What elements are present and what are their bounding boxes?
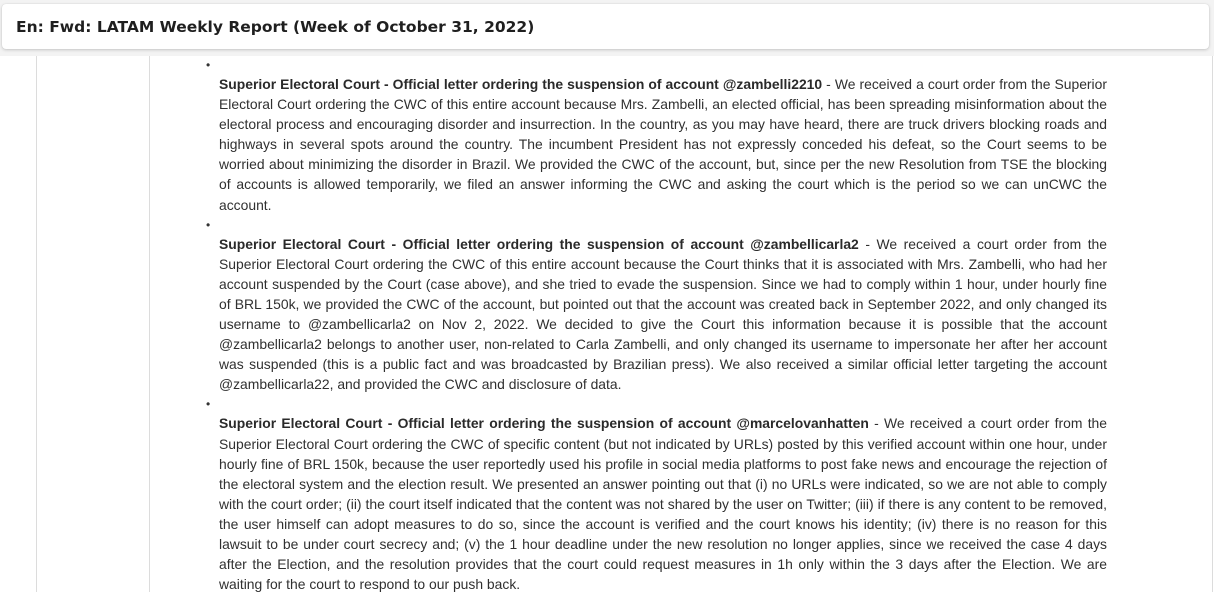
email-body[interactable] [0, 56, 1214, 592]
list-item-text [219, 413, 1107, 592]
list-item-title: Superior Electoral Court - Official letter ordering the suspension of account @zambelli2210 [219, 76, 823, 92]
report-list [206, 56, 1108, 592]
bullet-icon: • [206, 397, 211, 412]
quote-divider [36, 56, 37, 592]
list-item-title: Superior Electoral Court - Official letter ordering the suspension of account @zambellicarla2 [219, 235, 859, 252]
list-item [206, 56, 1107, 215]
list-item-body: - We received a court order from the Superior Electoral Court ordering the CWC of specific content (but not indicated by URLs) posted by this verified account within one hour, under hourly fine of BRL 150k, because the user reportedly used his profile in social media platforms to post fake news and encourage the rejection of the electoral system and the election result. We presented an answer pointing out that (i) no URLs were indicated, so we are not able to comply with the court order; (ii) the court itself indicated that the content was not shared by the user on Twitter; (iii) if there is any content to be removed, the user himself can adopt measures to do so, since the account is verified and the court knows his identity; (iv) there is no reason for this lawsuit to be under court secrecy and; (v) the 1 hour deadline under the new resolution no longer applies, since we received the case 4 days after the Election, and the resolution provides that the court could request measures in 1h only within the 3 days after the Election. We are waiting for the court to respond to our push back. [219, 415, 1107, 592]
list-item-text [219, 234, 1107, 395]
list-item-body: - We received a court order from the Superior Electoral Court ordering the CWC of this entire account because Mrs. Zambelli, an elected official, has been spreading misinformation about the electoral process and encouraging disorder and insurrection. In the country, as you may have heard, there are truck drivers blocking roads and highways in several spots around the country. The incumbent President has not expressly conceded his defeat, so the Court seems to be worried about minimizing the disorder in Brazil. We provided the CWC of the account, but, since per the new Resolution from TSE the blocking of accounts is allowed temporarily, we filed an answer informing the CWC and asking the court which is the period so we can unCWC the account. [219, 76, 1107, 213]
list-item-body: - We received a court order from the Superior Electoral Court ordering the CWC of this entire account because the Court thinks that it is associated with Mrs. Zambelli, who had her account suspended by the Court (case above), and she tried to evade the suspension. Since we had to comply within 1 hour, under hourly fine of BRL 150k, we provided the CWC of the account, but pointed out that the account was created back in September 2022, and only changed its username to @zambellicarla2 on Nov 2, 2022. We decided to give the Court this information because it is possible that the account @zambellicarla2 belongs to another user, non-related to Carla Zambelli, and only changed its username to impersonate her after her account was suspended (this is a public fact and was broadcasted by Brazilian press). We also received a similar official letter targeting the account @zambellicarla22, and provided the CWC and disclosure of data. [219, 235, 1108, 393]
bullet-icon: • [206, 58, 211, 72]
list-item-title: Superior Electoral Court - Official letter ordering the suspension of account @marcelovanhatten [219, 415, 869, 432]
email-subject-header [2, 4, 1209, 49]
quote-divider [1212, 56, 1213, 592]
bullet-icon: • [206, 217, 211, 232]
list-item [206, 216, 1108, 395]
email-subject-title: En: Fwd: LATAM Weekly Report (Week of October 31, 2022) [16, 17, 535, 36]
list-item-text [219, 74, 1107, 215]
quote-divider [149, 56, 150, 592]
list-item [206, 395, 1107, 592]
